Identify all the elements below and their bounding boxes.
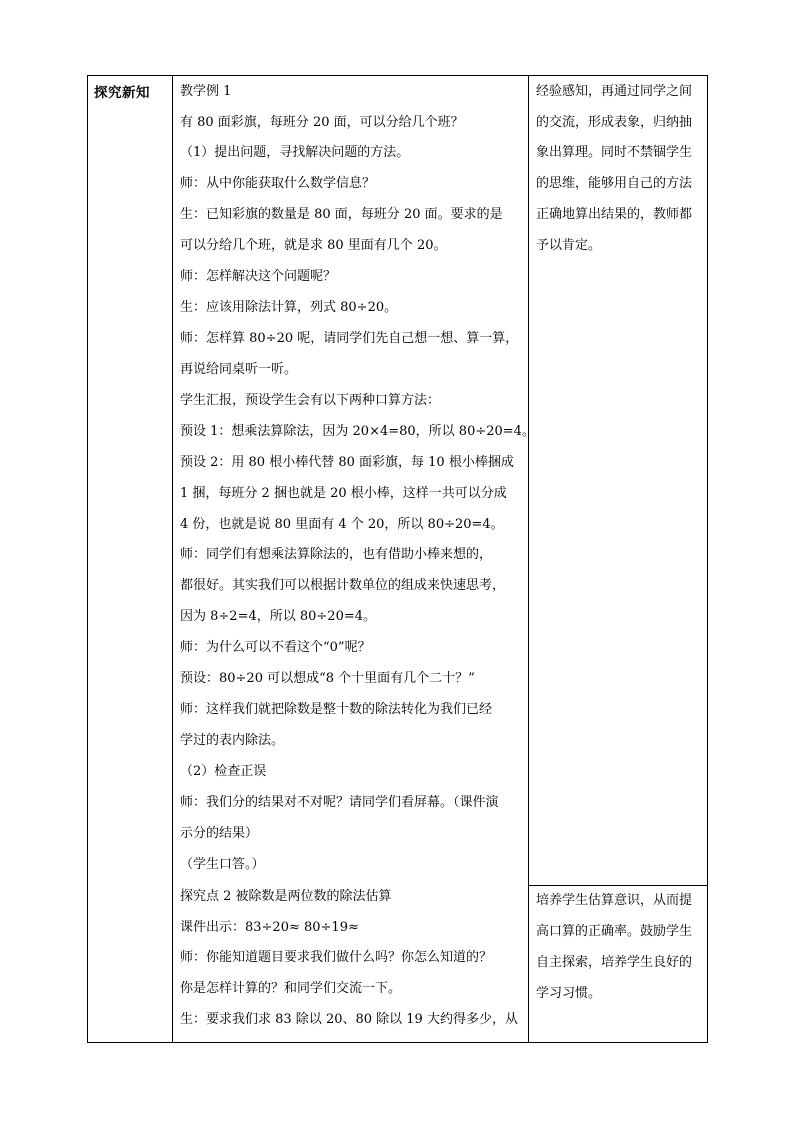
process-line: 再说给同桌听一听。 bbox=[180, 362, 298, 377]
section-label: 探究新知 bbox=[94, 85, 150, 101]
process-line: （2）检查正误 bbox=[180, 764, 267, 779]
intent-line: 经验感知，再通过同学之间 bbox=[536, 84, 693, 99]
process-line: 教学例 1 bbox=[180, 84, 232, 99]
process-line: （1）提出问题，寻找解决问题的方法。 bbox=[180, 145, 410, 160]
intent-line: 予以肯定。 bbox=[536, 238, 602, 253]
process-line: 学生汇报，预设学生会有以下两种口算方法： bbox=[180, 393, 441, 408]
intent-row-divider bbox=[528, 885, 708, 886]
process-line: 师：你能知道题目要求我们做什么吗？你怎么知道的？ bbox=[180, 950, 493, 965]
process-line: 预设 1：想乘法算除法，因为 20×4=80，所以 80÷20=4。 bbox=[180, 424, 535, 439]
intent-line: 高口算的正确率。鼓励学生 bbox=[536, 924, 693, 939]
process-line: 1 捆，每班分 2 捆也就是 20 根小棒，这样一共可以分成 bbox=[180, 486, 507, 501]
intent-line: 的交流，形成表象，归纳抽 bbox=[536, 115, 693, 130]
process-line: 探究点 2 被除数是两位数的除法估算 bbox=[180, 889, 392, 904]
process-line: 生：应该用除法计算，列式 80÷20。 bbox=[180, 300, 398, 315]
process-line: 师：从中你能获取什么数学信息？ bbox=[180, 176, 376, 191]
process-line: 你是怎样计算的？和同学们交流一下。 bbox=[180, 981, 402, 996]
process-line: 师：怎样解决这个问题呢？ bbox=[180, 269, 337, 284]
process-line: （学生口答。） bbox=[180, 857, 265, 872]
process-line: 师：怎样算 80÷20 呢，请同学们先自己想一想、算一算， bbox=[180, 331, 519, 346]
process-line: 师：我们分的结果对不对呢？请同学们看屏幕。（课件演 bbox=[180, 795, 499, 810]
process-line: 示分的结果） bbox=[180, 826, 259, 841]
label-column-cell bbox=[87, 75, 173, 1043]
process-line: 课件出示：83÷20≈ 80÷19≈ bbox=[180, 920, 359, 935]
intent-line: 象出算理。同时不禁锢学生 bbox=[536, 145, 693, 160]
process-line: 师：同学们有想乘法算除法的，也有借助小棒来想的， bbox=[180, 547, 493, 562]
process-line: 有 80 面彩旗，每班分 20 面，可以分给几个班？ bbox=[180, 115, 464, 130]
intent-line: 自主探索，培养学生良好的 bbox=[536, 955, 693, 970]
intent-line: 正确地算出结果的，教师都 bbox=[536, 207, 693, 222]
process-line: 预设 2：用 80 根小棒代替 80 面彩旗，每 10 根小棒捆成 bbox=[180, 455, 514, 470]
process-line: 生：已知彩旗的数量是 80 面，每班分 20 面。要求的是 bbox=[180, 207, 503, 222]
process-line: 师：这样我们就把除数是整十数的除法转化为我们已经 bbox=[180, 702, 493, 717]
process-line: 可以分给几个班，就是求 80 里面有几个 20。 bbox=[180, 238, 447, 253]
process-line: 生：要求我们求 83 除以 20、80 除以 19 大约得多少，从 bbox=[180, 1012, 518, 1027]
intent-line: 学习习惯。 bbox=[536, 986, 602, 1001]
process-line: 4 份，也就是说 80 里面有 4 个 20，所以 80÷20=4。 bbox=[180, 517, 504, 532]
process-line: 因为 8÷2=4，所以 80÷20=4。 bbox=[180, 609, 377, 624]
process-line: 预设：80÷20 可以想成“8 个十里面有几个二十？” bbox=[180, 671, 475, 686]
intent-line: 的思维，能够用自己的方法 bbox=[536, 176, 693, 191]
intent-line: 培养学生估算意识，从而提 bbox=[536, 893, 693, 908]
process-line: 师：为什么可以不看这个“0”呢？ bbox=[180, 640, 371, 655]
process-line: 都很好。其实我们可以根据计数单位的组成来快速思考， bbox=[180, 578, 506, 593]
process-line: 学过的表内除法。 bbox=[180, 733, 285, 748]
